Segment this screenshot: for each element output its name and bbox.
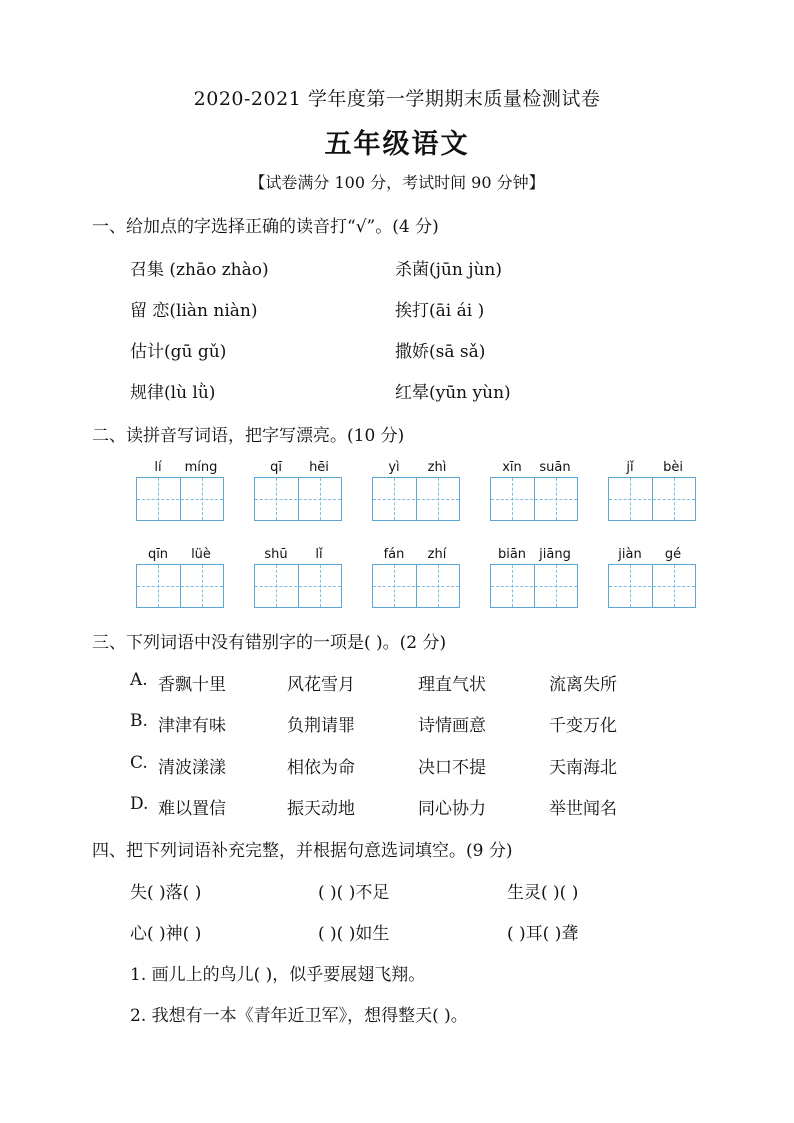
- option-word: 津津有味: [158, 716, 226, 736]
- exam-subject-title: 五年级语文: [324, 129, 470, 160]
- pinyin-label: qī: [270, 460, 282, 475]
- question-2-title: 二、读拼音写词语，把字写漂亮。(10 分): [92, 426, 405, 446]
- pinyin-label: lǐ: [315, 547, 323, 562]
- option-word: 天南海北: [549, 758, 617, 778]
- pinyin-label: gé: [664, 547, 682, 562]
- writing-grid[interactable]: [254, 564, 342, 608]
- pinyin-label: bèi: [663, 460, 683, 475]
- q1-item: 红晕(yūn yùn): [395, 383, 511, 403]
- pinyin-label: fán: [383, 547, 405, 562]
- pinyin-label: jiàn: [618, 547, 642, 562]
- fill-sentence: 2. 我想有一本《青年近卫军》，想得整天( )。: [130, 1006, 468, 1026]
- pinyin-label: jiāng: [539, 547, 571, 562]
- option-word: 风花雪月: [287, 675, 355, 695]
- pinyin-label: shū: [264, 547, 288, 562]
- question-3-title: 三、下列词语中没有错别字的一项是( )。(2 分): [92, 633, 447, 653]
- pinyin-label: qīn: [147, 547, 169, 562]
- q1-item: 召集 (zhāo zhào): [130, 260, 269, 280]
- option-word: 清波漾漾: [158, 758, 226, 778]
- q1-item: 留 恋(liàn niàn): [130, 301, 258, 321]
- writing-grid[interactable]: [608, 477, 696, 521]
- writing-grid[interactable]: [608, 564, 696, 608]
- pinyin-label: zhì: [427, 460, 447, 475]
- writing-grid[interactable]: [254, 477, 342, 521]
- option-word: 相依为命: [287, 758, 355, 778]
- writing-grid[interactable]: [136, 564, 224, 608]
- pinyin-label: míng: [184, 460, 218, 475]
- writing-grid[interactable]: [490, 564, 578, 608]
- pinyin-label: zhí: [427, 547, 447, 562]
- option-word: 诗情画意: [418, 716, 486, 736]
- option-word: 举世闻名: [549, 799, 617, 819]
- option-word: 千变万化: [549, 716, 617, 736]
- pinyin-label: hēi: [309, 460, 329, 475]
- fill-blank-item: ( )( )不足: [318, 883, 390, 903]
- option-label: D.: [130, 794, 149, 814]
- q1-item: 杀菌(jūn jùn): [395, 260, 503, 280]
- pinyin-label: jǐ: [626, 460, 634, 475]
- option-word: 振天动地: [287, 799, 355, 819]
- fill-sentence: 1. 画儿上的鸟儿( )，似乎要展翅飞翔。: [130, 965, 426, 985]
- exam-title-line: 2020-2021 学年度第一学期期末质量检测试卷: [193, 88, 601, 110]
- question-4-title: 四、把下列词语补充完整，并根据句意选词填空。(9 分): [92, 841, 513, 861]
- writing-grid[interactable]: [372, 564, 460, 608]
- option-word: 理直气状: [418, 675, 486, 695]
- pinyin-label: biān: [497, 547, 527, 562]
- question-1-title: 一、给加点的字选择正确的读音打“√”。(4 分): [92, 217, 439, 237]
- option-word: 负荆请罪: [287, 716, 355, 736]
- option-label: A.: [130, 670, 148, 690]
- fill-blank-item: 心( )神( ): [130, 924, 202, 944]
- pinyin-label: yì: [388, 460, 400, 475]
- option-label: B.: [130, 711, 148, 731]
- fill-blank-item: ( )( )如生: [318, 924, 390, 944]
- fill-blank-item: 生灵( )( ): [507, 883, 579, 903]
- fill-blank-item: 失( )落( ): [130, 883, 202, 903]
- writing-grid[interactable]: [372, 477, 460, 521]
- option-word: 难以置信: [158, 799, 226, 819]
- pinyin-label: suān: [539, 460, 571, 475]
- pinyin-label: xīn: [502, 460, 522, 475]
- pinyin-label: lí: [154, 460, 162, 475]
- option-word: 同心协力: [418, 799, 486, 819]
- fill-blank-item: ( )耳( )聋: [507, 924, 579, 944]
- exam-info: 【试卷满分 100 分，考试时间 90 分钟】: [249, 173, 545, 192]
- option-word: 决口不提: [418, 758, 486, 778]
- option-word: 香飘十里: [158, 675, 226, 695]
- writing-grid[interactable]: [490, 477, 578, 521]
- pinyin-label: lüè: [191, 547, 211, 562]
- writing-grid[interactable]: [136, 477, 224, 521]
- option-label: C.: [130, 753, 148, 773]
- q1-item: 撒娇(sā sǎ): [395, 342, 486, 362]
- q1-item: 规律(lù lǜ): [130, 383, 216, 403]
- q1-item: 估计(gū gǔ): [130, 342, 227, 362]
- q1-item: 挨打(āi ái ): [395, 301, 485, 321]
- option-word: 流离失所: [549, 675, 617, 695]
